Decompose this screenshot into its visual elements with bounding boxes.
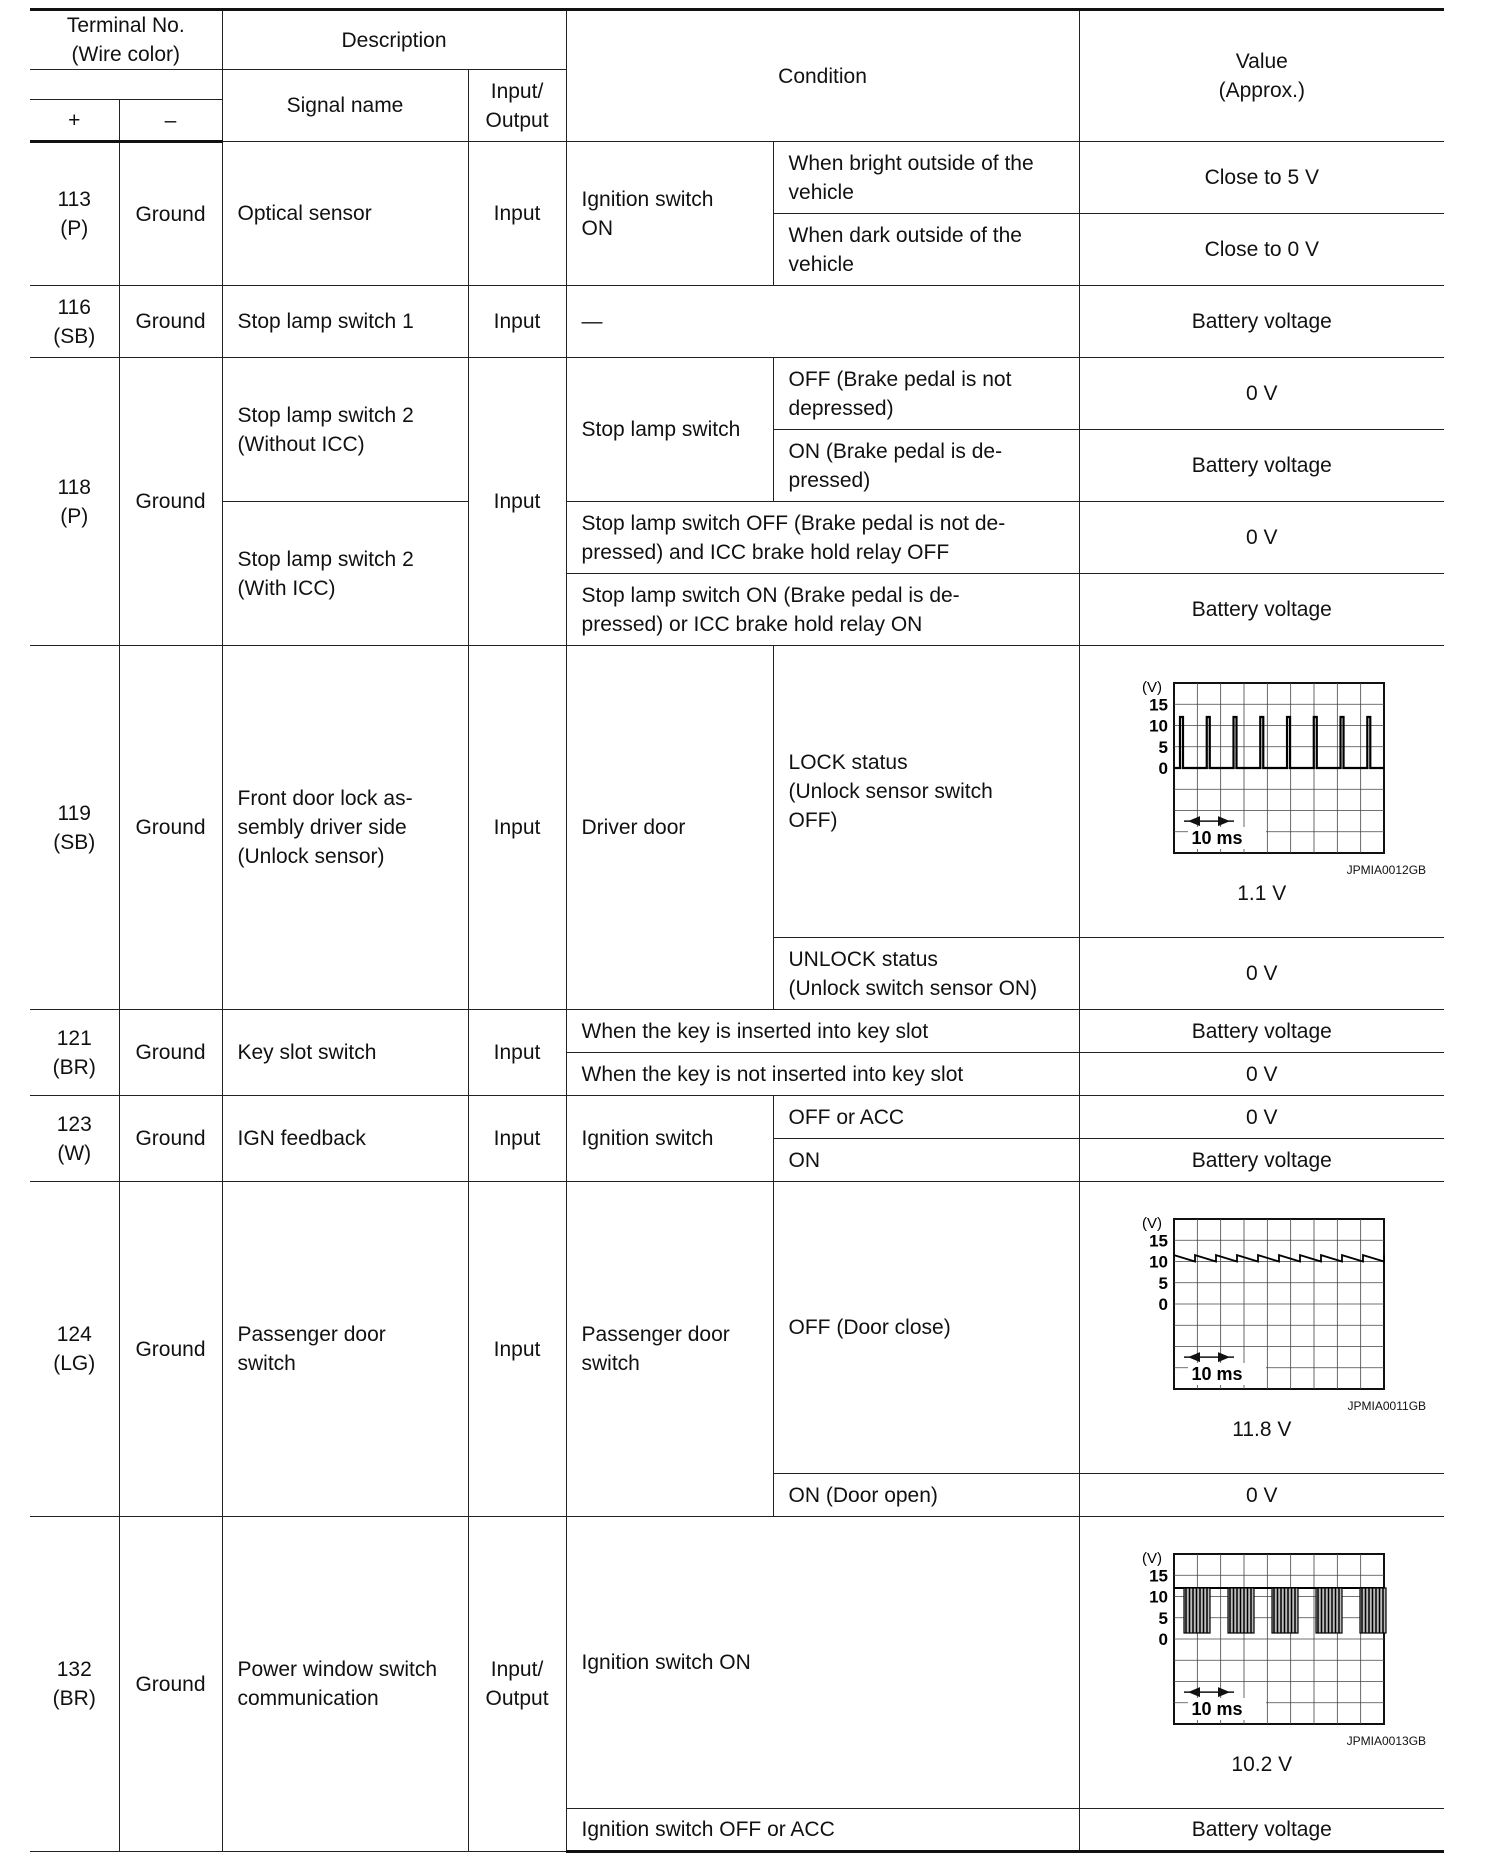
scope-tick-label: 15 [1148, 1231, 1168, 1251]
scope-tick-label: 10 [1148, 1587, 1168, 1607]
figure-id: JPMIA0011GB [1347, 1399, 1427, 1413]
signal-cell: Stop lamp switch 1 [222, 286, 468, 358]
terminal-cell: 124 (LG) [30, 1182, 119, 1517]
value-cell: 0 V [1079, 938, 1444, 1010]
io-cell: Input [468, 142, 566, 286]
io-cell: Input [468, 1096, 566, 1182]
header-minus: – [119, 100, 222, 142]
ground-cell: Ground [119, 1517, 222, 1852]
io-cell: Input [468, 1182, 566, 1517]
io-cell: Input [468, 646, 566, 1010]
subcondition-cell: OFF (Door close) [773, 1182, 1079, 1474]
terminal-table [30, 8, 1444, 1853]
terminal-cell: 119 (SB) [30, 646, 119, 1010]
scope-tick-label: 15 [1148, 1566, 1168, 1586]
header-value: Value (Approx.) [1079, 10, 1444, 142]
subcondition-cell: When dark outside of the vehicle [773, 214, 1079, 286]
signal-cell: Stop lamp switch 2 (Without ICC) [222, 358, 468, 502]
ground-cell: Ground [119, 646, 222, 1010]
condition-cell: Stop lamp switch ON (Brake pedal is de- pressed) or ICC brake hold relay ON [566, 574, 1079, 646]
table-row [30, 1010, 1444, 1053]
table-row [30, 286, 1444, 358]
condition-cell: When the key is not inserted into key slot [566, 1053, 1079, 1096]
subcondition-cell: LOCK status (Unlock sensor switch OFF) [773, 646, 1079, 938]
value-cell: Battery voltage [1079, 574, 1444, 646]
value-cell: Battery voltage [1079, 1809, 1444, 1852]
scope-tick-label: 5 [1158, 737, 1168, 757]
table-row [30, 1096, 1444, 1139]
subcondition-cell: OFF or ACC [773, 1096, 1079, 1139]
condition-cell: Stop lamp switch OFF (Brake pedal is not de- pressed) and ICC brake hold relay OFF [566, 502, 1079, 574]
condition-cell: Ignition switch OFF or ACC [566, 1809, 1079, 1852]
signal-cell: IGN feedback [222, 1096, 468, 1182]
signal-cell: Optical sensor [222, 142, 468, 286]
signal-cell: Power window switch communication [222, 1517, 468, 1852]
waveform-lock-status [1112, 675, 1412, 861]
waveform-value-cell [1079, 646, 1444, 938]
header-input-output: Input/ Output [468, 70, 566, 142]
header-terminal: Terminal No. (Wire color) [30, 10, 222, 70]
header-description: Description [222, 10, 566, 70]
subcondition-cell: ON (Door open) [773, 1474, 1079, 1517]
subcondition-cell: OFF (Brake pedal is not depressed) [773, 358, 1079, 430]
value-cell: Close to 5 V [1079, 142, 1444, 214]
scope-unit-label: (V) [1141, 679, 1162, 696]
terminal-cell: 118 (P) [30, 358, 119, 646]
scope-tick-label: 15 [1148, 695, 1168, 715]
ground-cell: Ground [119, 286, 222, 358]
ground-cell: Ground [119, 1096, 222, 1182]
condition-cell: Ignition switch ON [566, 142, 773, 286]
scope-tick-label: 0 [1158, 1295, 1168, 1314]
scope-tick-label: 0 [1158, 1630, 1168, 1649]
subcondition-cell: ON [773, 1139, 1079, 1182]
ground-cell: Ground [119, 1182, 222, 1517]
io-cell: Input [468, 286, 566, 358]
value-cell: 1.1 V [1237, 882, 1287, 905]
table-row [30, 1517, 1444, 1809]
condition-cell: Ignition switch [566, 1096, 773, 1182]
condition-cell: When the key is inserted into key slot [566, 1010, 1079, 1053]
value-cell: Battery voltage [1079, 1139, 1444, 1182]
table-row [30, 646, 1444, 938]
scope-tick-label: 5 [1158, 1273, 1168, 1293]
signal-cell: Passenger door switch [222, 1182, 468, 1517]
figure-id: JPMIA0013GB [1346, 1734, 1427, 1748]
subcondition-cell: UNLOCK status (Unlock switch sensor ON) [773, 938, 1079, 1010]
waveform-door-close [1112, 1211, 1412, 1397]
value-cell: 10.2 V [1231, 1753, 1293, 1776]
terminal-spec-sheet [30, 8, 1444, 1853]
value-cell: 0 V [1079, 1053, 1444, 1096]
condition-cell: Passenger door switch [566, 1182, 773, 1517]
value-cell: Battery voltage [1079, 286, 1444, 358]
terminal-cell: 116 (SB) [30, 286, 119, 358]
subcondition-cell: ON (Brake pedal is de- pressed) [773, 430, 1079, 502]
value-cell: 0 V [1079, 502, 1444, 574]
signal-cell: Front door lock as- sembly driver side (Unlock sensor) [222, 646, 468, 1010]
condition-cell: — [566, 286, 1079, 358]
value-cell: Battery voltage [1079, 1010, 1444, 1053]
scope-tick-label: 0 [1158, 759, 1168, 778]
condition-cell: Ignition switch ON [566, 1517, 1079, 1809]
signal-cell: Key slot switch [222, 1010, 468, 1096]
scope-tick-label: 5 [1158, 1608, 1168, 1628]
timebase-label: 10 ms [1191, 1364, 1243, 1384]
header-row [30, 10, 1444, 70]
subcondition-cell: When bright outside of the vehicle [773, 142, 1079, 214]
value-cell: Close to 0 V [1079, 214, 1444, 286]
value-cell: 0 V [1079, 1474, 1444, 1517]
value-cell: 11.8 V [1232, 1418, 1292, 1441]
scope-unit-label: (V) [1141, 1550, 1162, 1567]
waveform-value-cell [1079, 1517, 1444, 1809]
value-cell: 0 V [1079, 1096, 1444, 1139]
ground-cell: Ground [119, 358, 222, 646]
timebase-label: 10 ms [1191, 828, 1243, 848]
table-row [30, 142, 1444, 214]
value-cell: Battery voltage [1079, 430, 1444, 502]
terminal-cell: 121 (BR) [30, 1010, 119, 1096]
table-row [30, 1182, 1444, 1474]
figure-id: JPMIA0012GB [1346, 863, 1427, 877]
timebase-label: 10 ms [1191, 1699, 1243, 1719]
io-cell: Input [468, 358, 566, 646]
waveform-communication [1112, 1546, 1412, 1732]
terminal-cell: 123 (W) [30, 1096, 119, 1182]
ground-cell: Ground [119, 142, 222, 286]
terminal-cell: 132 (BR) [30, 1517, 119, 1852]
header-condition: Condition [566, 10, 1079, 142]
value-cell: 0 V [1079, 358, 1444, 430]
ground-cell: Ground [119, 1010, 222, 1096]
condition-cell: Stop lamp switch [566, 358, 773, 502]
header-plus: + [30, 100, 119, 142]
signal-cell: Stop lamp switch 2 (With ICC) [222, 502, 468, 646]
scope-unit-label: (V) [1141, 1215, 1162, 1232]
scope-tick-label: 10 [1148, 1252, 1168, 1272]
io-cell: Input [468, 1010, 566, 1096]
table-row [30, 358, 1444, 430]
scope-tick-label: 10 [1148, 716, 1168, 736]
header-signal-name: Signal name [222, 70, 468, 142]
condition-cell: Driver door [566, 646, 773, 1010]
terminal-cell: 113 (P) [30, 142, 119, 286]
io-cell: Input/ Output [468, 1517, 566, 1852]
table-row [30, 502, 1444, 574]
waveform-value-cell [1079, 1182, 1444, 1474]
